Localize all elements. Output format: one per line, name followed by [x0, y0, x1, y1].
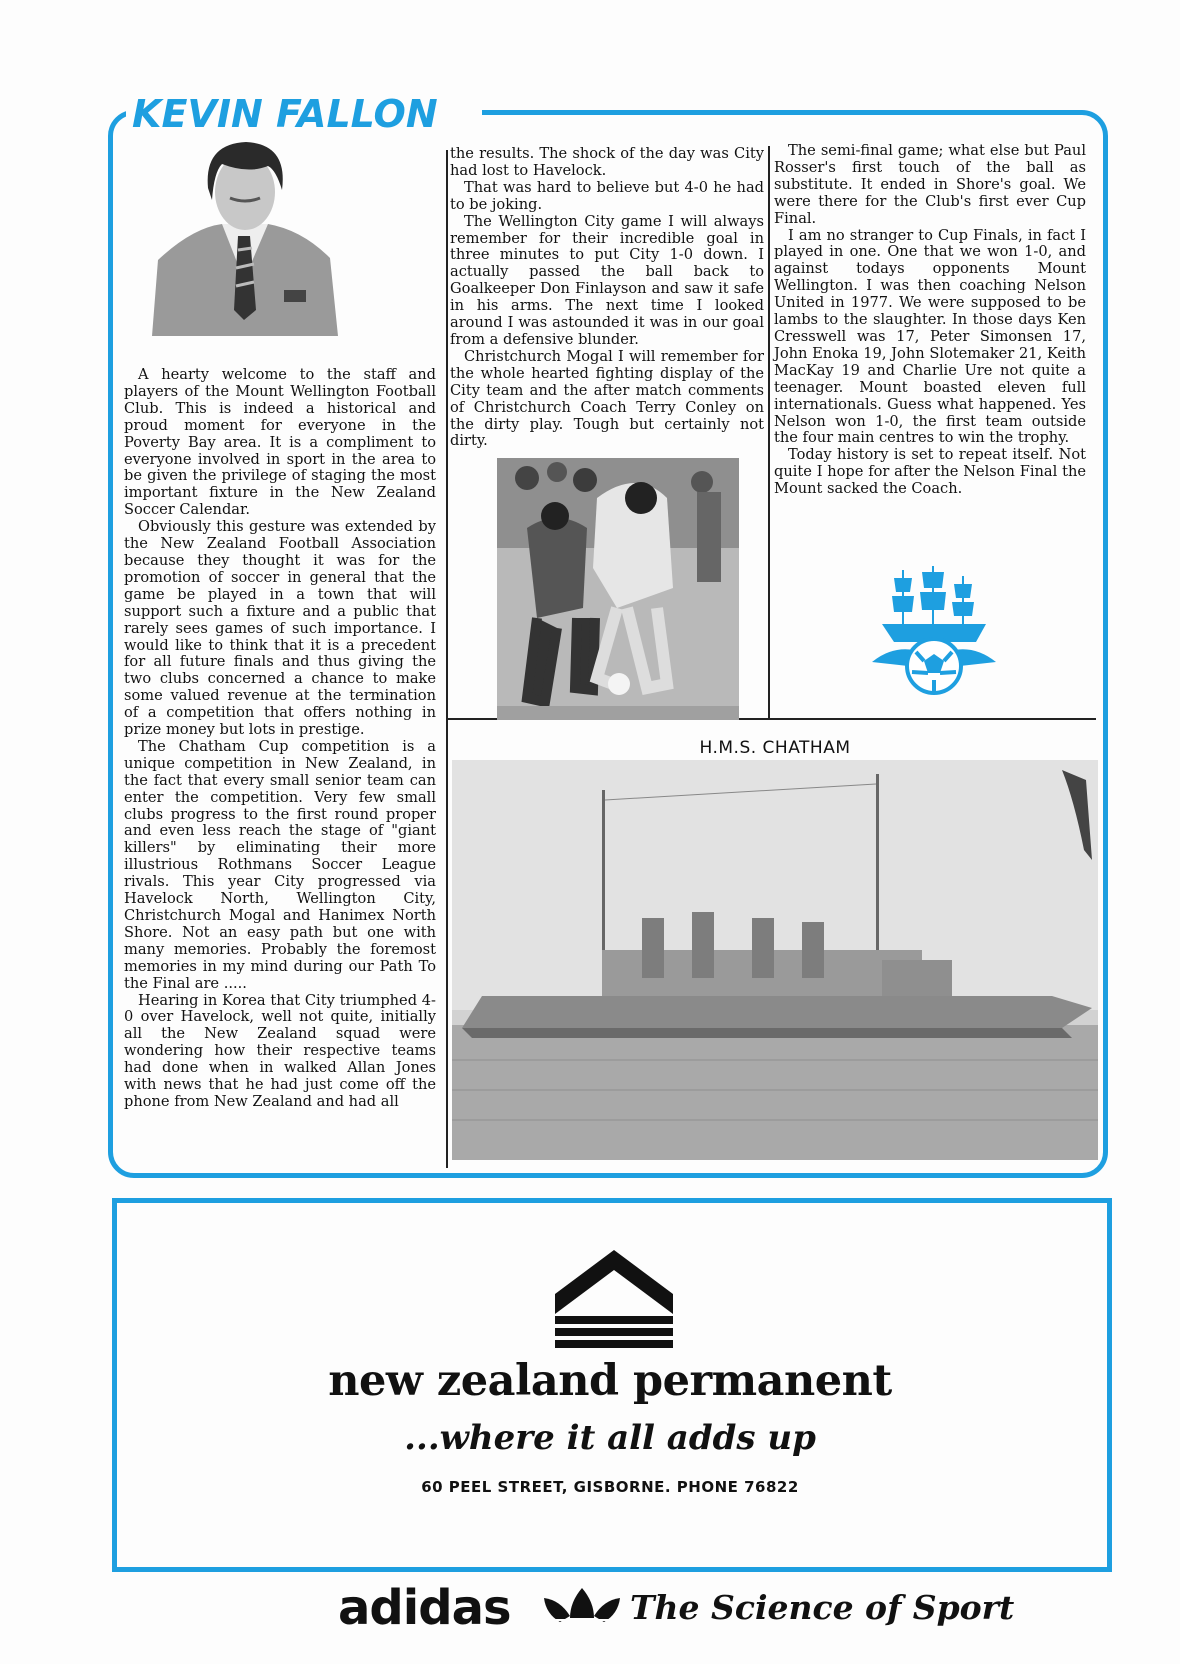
paragraph: the results. The shock of the day was City had lost to Havelock. — [450, 145, 764, 179]
paragraph: That was hard to believe but 4-0 he had to be joking. — [450, 178, 764, 213]
trefoil-icon — [540, 1588, 624, 1628]
article-column-1 — [124, 367, 436, 1111]
ship-photo-caption: H.M.S. CHATHAM — [699, 738, 851, 758]
chevron-logo-icon — [555, 1250, 673, 1348]
paragraph: Christchurch Mogal I will remember for the whole hearted fighting display of the City team and the after match comments of Christchurch Coach Terry Conley on the dirty play. Tough but certainly not dirty. — [450, 347, 764, 450]
advert-name: new zealand permanent — [328, 1356, 892, 1406]
club-crest-ship-logo-icon — [872, 566, 996, 698]
advert-slogan: ...where it all adds up — [404, 1418, 816, 1458]
paragraph: Hearing in Korea that City triumphed 4-0 over Havelock, well not quite, initially all the New Zealand squad were wondering how their respective teams had done when in walked Allan Jones with news that he had just come off the phone from New Zealand and had all — [124, 991, 436, 1110]
paragraph: The Wellington City game I will always remember for their incredible goal in three minutes to put City 1-0 down. I actually passed the ball back to Goalkeeper Don Finlayson and saw it safe in his arms. The next time I looked around I was astounded it was in our goal from a defensive blunder. — [450, 212, 764, 348]
adidas-tagline: The Science of Sport — [630, 1588, 1015, 1627]
article-title: KEVIN FALLON — [132, 92, 438, 136]
paragraph: I am no stranger to Cup Finals, in fact I played in one. One that we won 1-0, and against todays opponents Mount Wellington. I was then coaching Nelson United in 1977. We were supposed to be lambs to the slaughter. In those days Ken Cresswell was 17, Peter Simonsen 17, John Enoka 19, John Slotemaker 21, Keith MacKay 19 and Charlie Ure not quite a teenager. Mount boasted eleven full internationals. Guess what happened. Yes Nelson won 1-0, the first team outside the four main centres to win the trophy. — [774, 226, 1086, 447]
article-column-3 — [774, 143, 1086, 498]
portrait-photo — [152, 140, 338, 336]
soccer-action-photo — [497, 458, 739, 720]
paragraph: Obviously this gesture was extended by the New Zealand Football Association because they thought it was for the promotion of soccer in general that the game be played in a town that will support such a fixture and a public that rarely sees games of such importance. I would like to think that it is a precedent for all future finals and thus giving the two clubs concerned a chance to make some valued revenue at the termination of a competition that offers nothing in prize money but lots in prestige. — [124, 518, 436, 739]
ship-photo — [452, 760, 1098, 1160]
column-divider — [768, 146, 770, 718]
article-column-2 — [450, 146, 764, 450]
column-divider — [446, 150, 448, 1168]
adidas-wordmark: adidas — [338, 1580, 511, 1636]
paragraph: Today history is set to repeat itself. Not quite I hope for after the Nelson Final the Mount sacked the Coach. — [774, 446, 1086, 498]
advert-address: 60 PEEL STREET, GISBORNE. PHONE 76822 — [421, 1478, 799, 1496]
paragraph: The semi-final game; what else but Paul Rosser's first touch of the ball as substitute. It ended in Shore's goal. We were there for the Club's first ever Cup Final. — [774, 142, 1086, 227]
paragraph: The Chatham Cup competition is a unique competition in New Zealand, in the fact that every small senior team can enter the competition. Very few small clubs progress to the first round proper and even less reach the stage of "giant killers" by eliminating their more illustrious Rothmans Soccer League rivals. This year City progressed via Havelock North, Wellington City, Christchurch Mogal and Hanimex North Shore. Not an easy path but one with many memories. Probably the foremost memories in my mind during our Path To the Final are ..... — [124, 737, 436, 992]
paragraph: A hearty welcome to the staff and players of the Mount Wellington Football Club. This is indeed a historical and proud moment for everyone in the Poverty Bay area. It is a compliment to everyone involved in sport in the area to be given the privilege of staging the most important fixture in the New Zealand Soccer Calendar. — [124, 366, 436, 519]
